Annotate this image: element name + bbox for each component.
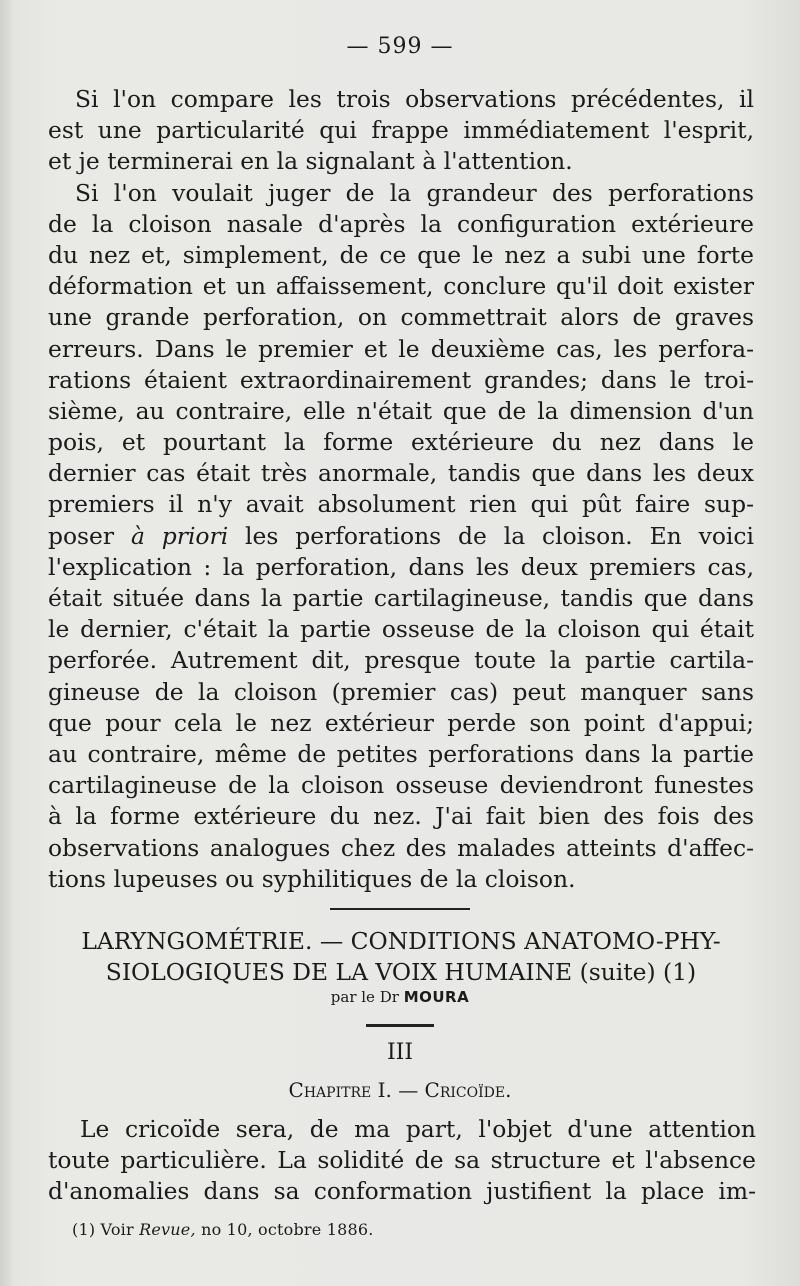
- text-line: le dernier, c'était la partie osseuse de la cloison qui était: [48, 615, 754, 644]
- text-line: que pour cela le nez extérieur perde son point d'appui;: [48, 708, 754, 737]
- text-fragment: poser: [48, 521, 115, 550]
- author-prefix: par le Dr: [330, 988, 399, 1006]
- text-line: était située dans la partie cartilagineuse, tandis que dans: [48, 584, 754, 612]
- page-number: — 599 —: [346, 34, 454, 59]
- text-line: à la forme extérieure du nez. J'ai fait bien des fois des: [48, 802, 754, 831]
- text-line: au contraire, même de petites perforations dans la partie: [48, 739, 754, 768]
- text-line: d'anomalies dans sa conformation justifient la place im-: [48, 1177, 756, 1206]
- section-number: III: [386, 1040, 414, 1065]
- text-line: tions lupeuses ou syphilitiques de la cloison.: [48, 864, 576, 893]
- text-fragment: les perforations de la cloison. En voici: [245, 521, 754, 550]
- text-line: de la cloison nasale d'après la configuration extérieure: [48, 209, 754, 238]
- text-line: gineuse de la cloison (premier cas) peut manquer sans: [48, 677, 754, 706]
- text-line: premiers il n'y avait absolument rien qui pût faire sup-: [48, 490, 754, 519]
- text-line: Si l'on compare les trois observations précédentes, il: [75, 85, 754, 113]
- text-line: erreurs. Dans le premier et le deuxième cas, les perfora-: [48, 334, 754, 363]
- text-line: déformation et un affaissement, conclure qu'il doit exister: [48, 272, 754, 301]
- text-line: perforée. Autrement dit, presque toute la partie cartila-: [48, 646, 754, 675]
- text-line: pois, et pourtant la forme extérieure du nez dans le: [48, 428, 754, 457]
- chapter-heading: Chapitre I. — Cricoïde.: [288, 1078, 512, 1102]
- text-line: Le cricoïde sera, de ma part, l'objet d'une attention: [80, 1115, 756, 1143]
- text-line: du nez et, simplement, de ce que le nez a subi une forte: [48, 240, 754, 269]
- italic-phrase: à priori: [130, 521, 229, 550]
- main-text: [48, 84, 754, 895]
- text-line: Si l'on voulait juger de la grandeur des perforations: [75, 178, 754, 207]
- text-line: une grande perforation, on commettrait alors de graves: [48, 303, 754, 332]
- footnote: [72, 1220, 374, 1239]
- text-line: l'explication : la perforation, dans les deux premiers cas,: [48, 552, 754, 581]
- footnote-journal: Revue,: [139, 1220, 196, 1239]
- section-title-line2: SIOLOGIQUES DE LA VOIX HUMAINE (suite) (1): [105, 958, 697, 986]
- text-line: rations étaient extraordinairement grandes; dans le troi-: [48, 365, 754, 394]
- text-line-with-italic: [48, 521, 754, 552]
- section-title-line1: LARYNGOMÉTRIE. — CONDITIONS ANATOMO-PHY-: [81, 927, 721, 955]
- section-divider: [330, 908, 470, 910]
- author-line: [0, 988, 800, 1006]
- text-line: observations analogues chez des malades atteints d'affec-: [48, 833, 754, 862]
- text-line: dernier cas était très anormale, tandis que dans les deux: [48, 459, 754, 488]
- footnote-reference: no 10, octobre 1886.: [201, 1220, 374, 1239]
- author-name: MOURA: [403, 988, 470, 1006]
- text-line: toute particulière. La solidité de sa structure et l'absence: [48, 1146, 756, 1175]
- text-line: et je terminerai en la signalant à l'attention.: [48, 147, 573, 176]
- text-line: cartilagineuse de la cloison osseuse deviendront funestes: [48, 771, 754, 800]
- text-line: sième, au contraire, elle n'était que de la dimension d'un: [48, 396, 754, 425]
- chapter-text: [48, 1114, 756, 1208]
- text-line: est une particularité qui frappe immédiatement l'esprit,: [48, 116, 754, 145]
- section-rule: [366, 1024, 434, 1027]
- footnote-marker: (1) Voir: [72, 1220, 134, 1239]
